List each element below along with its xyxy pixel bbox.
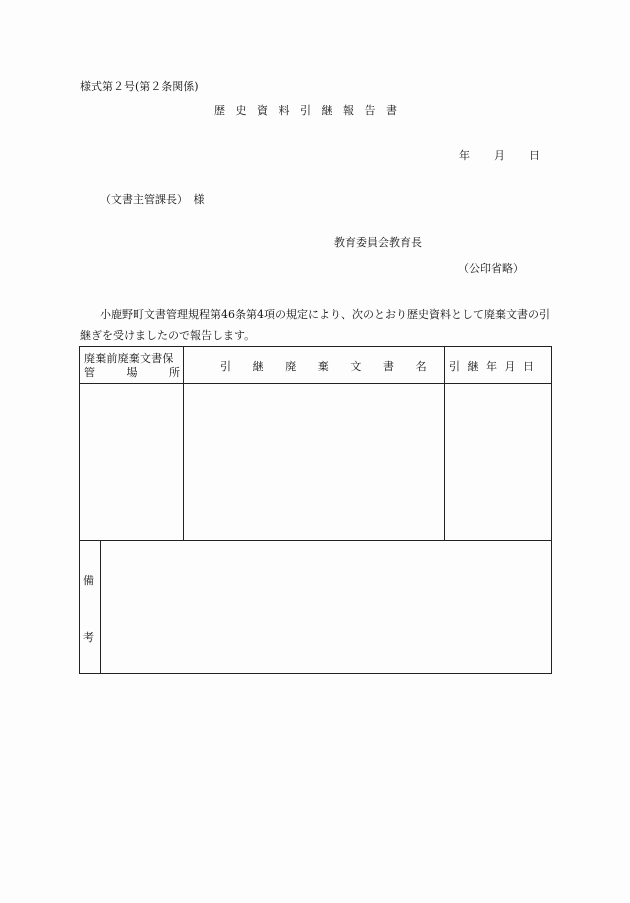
- seal-note: （公印省略）: [458, 262, 524, 275]
- remarks-label: 備: [83, 574, 94, 587]
- date-day-label: 日: [529, 149, 540, 162]
- form-number: 様式第２号(第２条関係): [80, 80, 199, 93]
- cell-document-name[interactable]: [184, 384, 444, 540]
- header-storage-location-line2: [84, 366, 180, 379]
- date-month-label: 月: [494, 149, 505, 162]
- date-line: [459, 149, 540, 163]
- header-char: 管: [84, 366, 95, 379]
- remarks-field[interactable]: [101, 541, 551, 673]
- header-handover-date: 引継年月日: [449, 360, 542, 373]
- header-char: 所: [169, 366, 180, 379]
- body-text: 小鹿野町文書管理規程第46条第4項の規定により、次のとおり歴史資料として廃棄文書の引継ぎを受けましたので報告します。: [80, 308, 550, 342]
- cell-storage-location[interactable]: [80, 384, 183, 540]
- date-year-label: 年: [459, 149, 470, 162]
- remarks-label: 考: [83, 631, 94, 644]
- header-document-name: 引継廃棄文書名: [220, 360, 449, 373]
- header-storage-location: 廃棄前廃棄文書保: [84, 352, 174, 365]
- addressee: （文書主管課長） 様: [100, 193, 205, 206]
- document-title: 歴史資料引継報告書: [214, 104, 408, 117]
- sender: 教育委員会教育長: [334, 236, 422, 249]
- table-border-top: [79, 346, 552, 347]
- cell-handover-date[interactable]: [445, 384, 551, 540]
- header-char: 場: [126, 366, 138, 379]
- table-border-bottom: [79, 673, 552, 674]
- table-border-right: [551, 346, 552, 674]
